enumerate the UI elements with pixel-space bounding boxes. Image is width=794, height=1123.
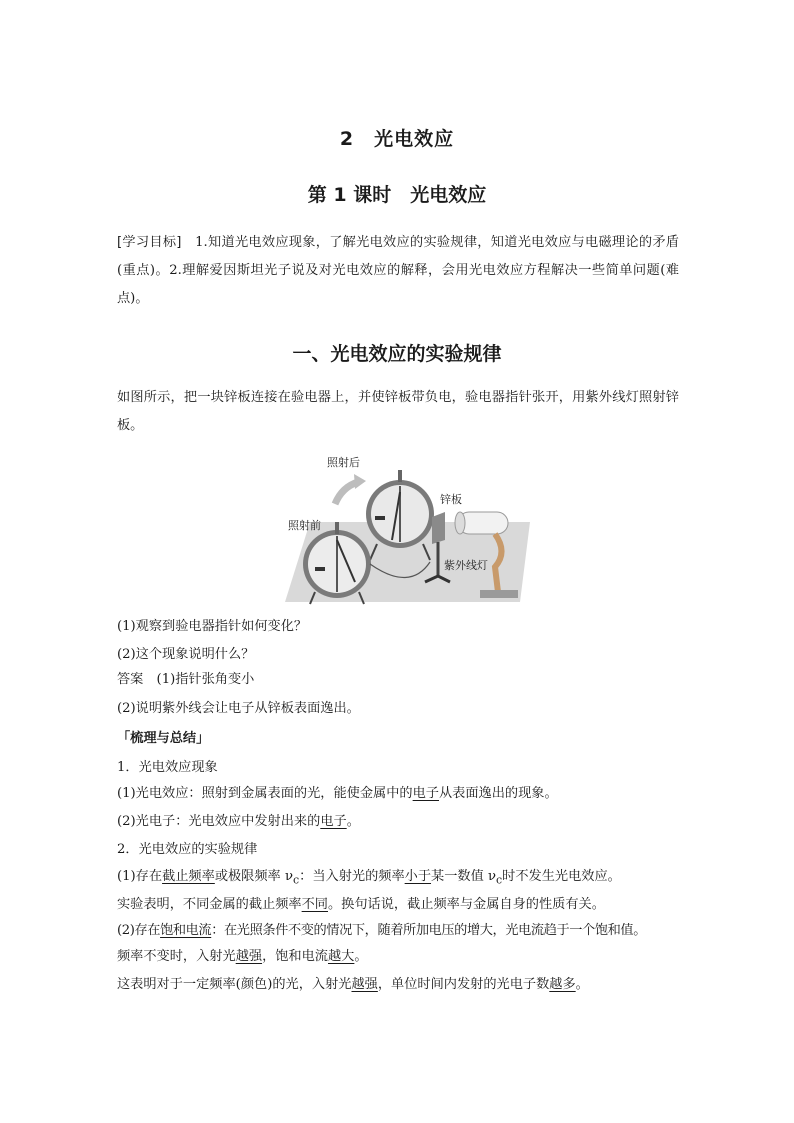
arrow-icon (335, 482, 358, 504)
question-1: (1)观察到验电器指针如何变化？ (117, 619, 308, 634)
intro-paragraph: 如图所示，把一块锌板连接在验电器上，并使锌板带负电，验电器指针张开，用紫外线灯照射锌板。 (117, 390, 679, 433)
label-uv: 紫外线灯 (444, 559, 488, 572)
objectives-text: 1.知道光电效应现象，了解光电效应的实验规律，知道光电效应与电磁理论的矛盾(重点)。2.理解爱因斯坦光子说及对光电效应的解释，会用光电效应方程解决一些简单问题(难点)。 (117, 235, 679, 306)
summary-item-1-2: (2)光电子：光电效应中发射出来的电子。 (117, 814, 360, 829)
blank-answer: 小于 (404, 869, 432, 884)
blank-answer: 电子 (412, 786, 439, 801)
summary-item-2-1: (1)存在截止频率或极限频率 $\nu_c$：当入射光的频率小于某一数值 $\nu_c$时不发生光电效应。 (117, 869, 621, 887)
blank-answer: 越多 (549, 977, 576, 992)
question-2: (2)这个现象说明什么？ (117, 647, 255, 662)
label-zinc: 锌板 (440, 493, 462, 506)
blank-answer: 越强 (351, 977, 378, 992)
summary-item-1: 1．光电效应现象 (117, 760, 218, 775)
summary-heading: 「梳理与总结」 (117, 731, 210, 746)
answer-1-text: (1)指针张角变小 (143, 672, 255, 687)
summary-item-2-4: 这表明对于一定频率(颜色)的光，入射光越强，单位时间内发射的光电子数越多。 (117, 977, 589, 992)
experiment-figure (280, 452, 530, 607)
blank-answer: 饱和电流 (160, 923, 212, 938)
blank-answer: 越大 (328, 949, 355, 964)
lesson-title: 第 1 课时 光电效应 (307, 184, 487, 206)
blank-answer: 电子 (320, 814, 347, 829)
summary-item-2: 2．光电效应的实验规律 (117, 842, 258, 857)
electroscope-after (366, 470, 434, 560)
summary-item-1-1: (1)光电效应：照射到金属表面的光，能使金属中的电子从表面逸出的现象。 (117, 786, 558, 801)
section-title: 一、光电效应的实验规律 (292, 343, 502, 365)
objectives-label: [学习目标] (117, 235, 182, 250)
blank-answer: 不同 (301, 897, 328, 912)
chapter-title: 2 光电效应 (339, 128, 455, 150)
label-before: 照射前 (288, 519, 321, 532)
summary-item-2-2: (2)存在饱和电流：在光照条件不变的情况下，随着所加电压的增大，光电流趋于一个饱和值。 (117, 923, 646, 938)
learning-objectives (117, 229, 679, 313)
summary-item-2-3: 频率不变时，入射光越强，饱和电流越大。 (117, 949, 368, 964)
answer-label: 答案 (117, 672, 144, 687)
blank-answer: 越强 (235, 949, 263, 964)
arrow-head-icon (354, 474, 366, 489)
label-after: 照射后 (327, 456, 360, 469)
answer-2: (2)说明紫外线会让电子从锌板表面逸出。 (117, 701, 360, 716)
answer-1 (117, 670, 682, 690)
summary-item-2-note: 实验表明，不同金属的截止频率不同。换句话说，截止频率与金属自身的性质有关。 (117, 897, 605, 912)
blank-answer: 截止频率 (162, 869, 215, 884)
